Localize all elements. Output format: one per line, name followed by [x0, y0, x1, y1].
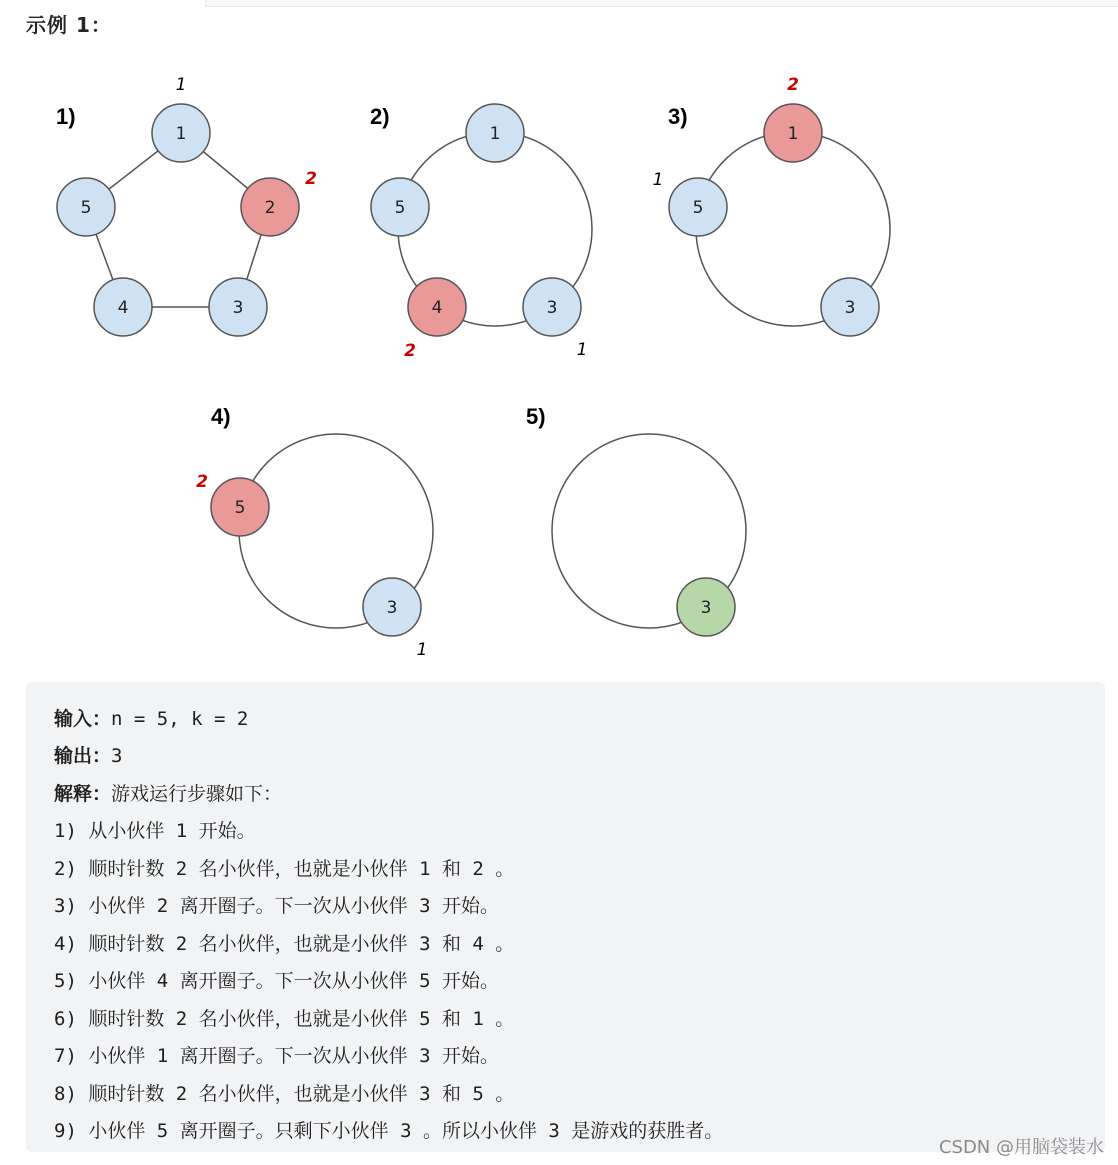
- count-label-2-2: 2: [404, 341, 416, 361]
- step-label-1: 1): [56, 104, 76, 129]
- step-line-6: 6) 顺时针数 2 名小伙伴，也就是小伙伴 5 和 1 。: [54, 1008, 515, 1030]
- node-label-2-4: 4: [431, 298, 443, 318]
- step-line-1: 1) 从小伙伴 1 开始。: [54, 820, 256, 842]
- step-line-7: 7) 小伙伴 1 离开圈子。下一次从小伙伴 3 开始。: [54, 1045, 499, 1067]
- node-label-3-5: 5: [692, 198, 704, 218]
- explain-line: [54, 779, 282, 811]
- count-label-3-1: 1: [652, 170, 664, 190]
- node-label-2-1: 1: [489, 124, 501, 144]
- step-label-5: 5): [526, 404, 546, 429]
- count-label-3-2: 2: [787, 75, 799, 95]
- step-label-3: 3): [668, 104, 688, 129]
- example-title: 示例 1：: [26, 13, 112, 37]
- output-line: [54, 741, 122, 773]
- node-label-1-1: 1: [175, 124, 187, 144]
- count-label-1-2: 2: [305, 169, 317, 189]
- step-line-5: 5) 小伙伴 4 离开圈子。下一次从小伙伴 5 开始。: [54, 970, 499, 992]
- node-label-1-5: 5: [80, 198, 92, 218]
- node-label-4-5: 5: [234, 498, 246, 518]
- step-label-4: 4): [211, 404, 231, 429]
- node-label-1-2: 2: [264, 198, 276, 218]
- step-line-9: 9) 小伙伴 5 离开圈子。只剩下小伙伴 3 。所以小伙伴 3 是游戏的获胜者。: [54, 1120, 724, 1142]
- count-label-2-1: 1: [576, 340, 588, 360]
- input-line: [54, 704, 248, 736]
- output-key: 输出：: [54, 745, 112, 767]
- count-label-4-2: 2: [196, 472, 208, 492]
- watermark: CSDN @用脑袋装水: [938, 1137, 1104, 1158]
- node-label-2-3: 3: [546, 298, 558, 318]
- step-line-2: 2) 顺时针数 2 名小伙伴，也就是小伙伴 1 和 2 。: [54, 858, 515, 880]
- input-key: 输入：: [54, 708, 112, 730]
- step-line-3: 3) 小伙伴 2 离开圈子。下一次从小伙伴 3 开始。: [54, 895, 499, 917]
- explain-key: 解释：: [54, 783, 112, 805]
- input-value: n = 5, k = 2: [111, 708, 249, 730]
- count-label-4-1: 1: [416, 640, 428, 660]
- output-value: 3: [111, 745, 123, 767]
- node-label-4-3: 3: [386, 598, 398, 618]
- node-label-5-3: 3: [700, 598, 712, 618]
- step-line-8: 8) 顺时针数 2 名小伙伴，也就是小伙伴 3 和 5 。: [54, 1083, 515, 1105]
- node-label-1-3: 3: [232, 298, 244, 318]
- node-label-3-3: 3: [844, 298, 856, 318]
- step-label-2: 2): [370, 104, 390, 129]
- node-label-3-1: 1: [787, 124, 799, 144]
- count-label-1-1: 1: [175, 75, 187, 95]
- explain-value: 游戏运行步骤如下：: [111, 783, 283, 805]
- node-label-1-4: 4: [117, 298, 129, 318]
- step-line-4: 4) 顺时针数 2 名小伙伴，也就是小伙伴 3 和 4 。: [54, 933, 515, 955]
- node-label-2-5: 5: [394, 198, 406, 218]
